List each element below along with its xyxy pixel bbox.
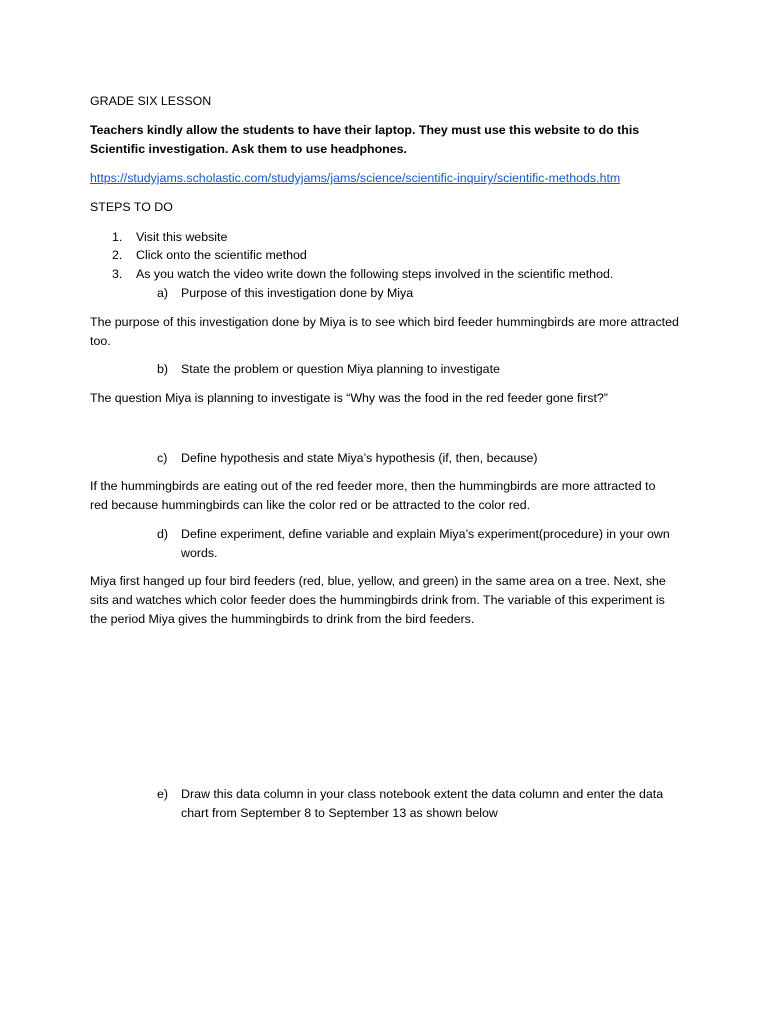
sub-question-letter-a: a) — [157, 286, 169, 300]
step-item: As you watch the video write down the following steps involved in the scientific method. — [136, 267, 614, 281]
step-number: 2. — [112, 248, 123, 262]
step-number: 1. — [112, 230, 123, 244]
sub-question-e: Draw this data column in your class notebook extent the data column and enter the data chart from September 8 to September 13 as shown below — [181, 787, 664, 820]
answer-c: If the hummingbirds are eating out of the red feeder more, then the hummingbirds are more attracted to red because hummingbirds can like the color red or be attracted to the color red. — [90, 479, 656, 512]
step-number: 3. — [112, 267, 123, 281]
step-item: Visit this website — [136, 230, 228, 244]
answer-b: The question Miya is planning to investigate is “Why was the food in the red feeder gone first?” — [90, 391, 608, 405]
sub-question-letter-d: d) — [157, 527, 169, 541]
website-link[interactable]: https://studyjams.scholastic.com/studyjams/jams/science/scientific-inquiry/scientific-methods.htm — [90, 171, 621, 185]
sub-question-letter-c: c) — [157, 451, 168, 465]
sub-question-c: Define hypothesis and state Miya’s hypothesis (if, then, because) — [181, 451, 538, 465]
sub-question-d: Define experiment, define variable and explain Miya’s experiment(procedure) in your own words. — [181, 527, 670, 560]
sub-question-a: Purpose of this investigation done by Miya — [181, 286, 414, 300]
sub-question-letter-b: b) — [157, 362, 169, 376]
answer-d: Miya first hanged up four bird feeders (red, blue, yellow, and green) in the same area on a tree. Next, she sits and watches which color feeder does the hummingbirds drink from. The variable of this experiment is the period Miya gives the hummingbirds to drink from the bird feeders. — [90, 574, 666, 626]
sub-question-b: State the problem or question Miya planning to investigate — [181, 362, 500, 376]
lesson-title: GRADE SIX LESSON — [90, 94, 212, 108]
sub-question-letter-e: e) — [157, 787, 169, 801]
website-link-paragraph — [90, 169, 690, 188]
steps-heading: STEPS TO DO — [90, 200, 173, 214]
answer-a: The purpose of this investigation done by Miya is to see which bird feeder hummingbirds are more attracted too. — [90, 315, 679, 348]
teacher-instructions: Teachers kindly allow the students to have their laptop. They must use this website to do this Scientific investigation. Ask them to use headphones. — [90, 123, 640, 156]
step-item: Click onto the scientific method — [136, 248, 307, 262]
